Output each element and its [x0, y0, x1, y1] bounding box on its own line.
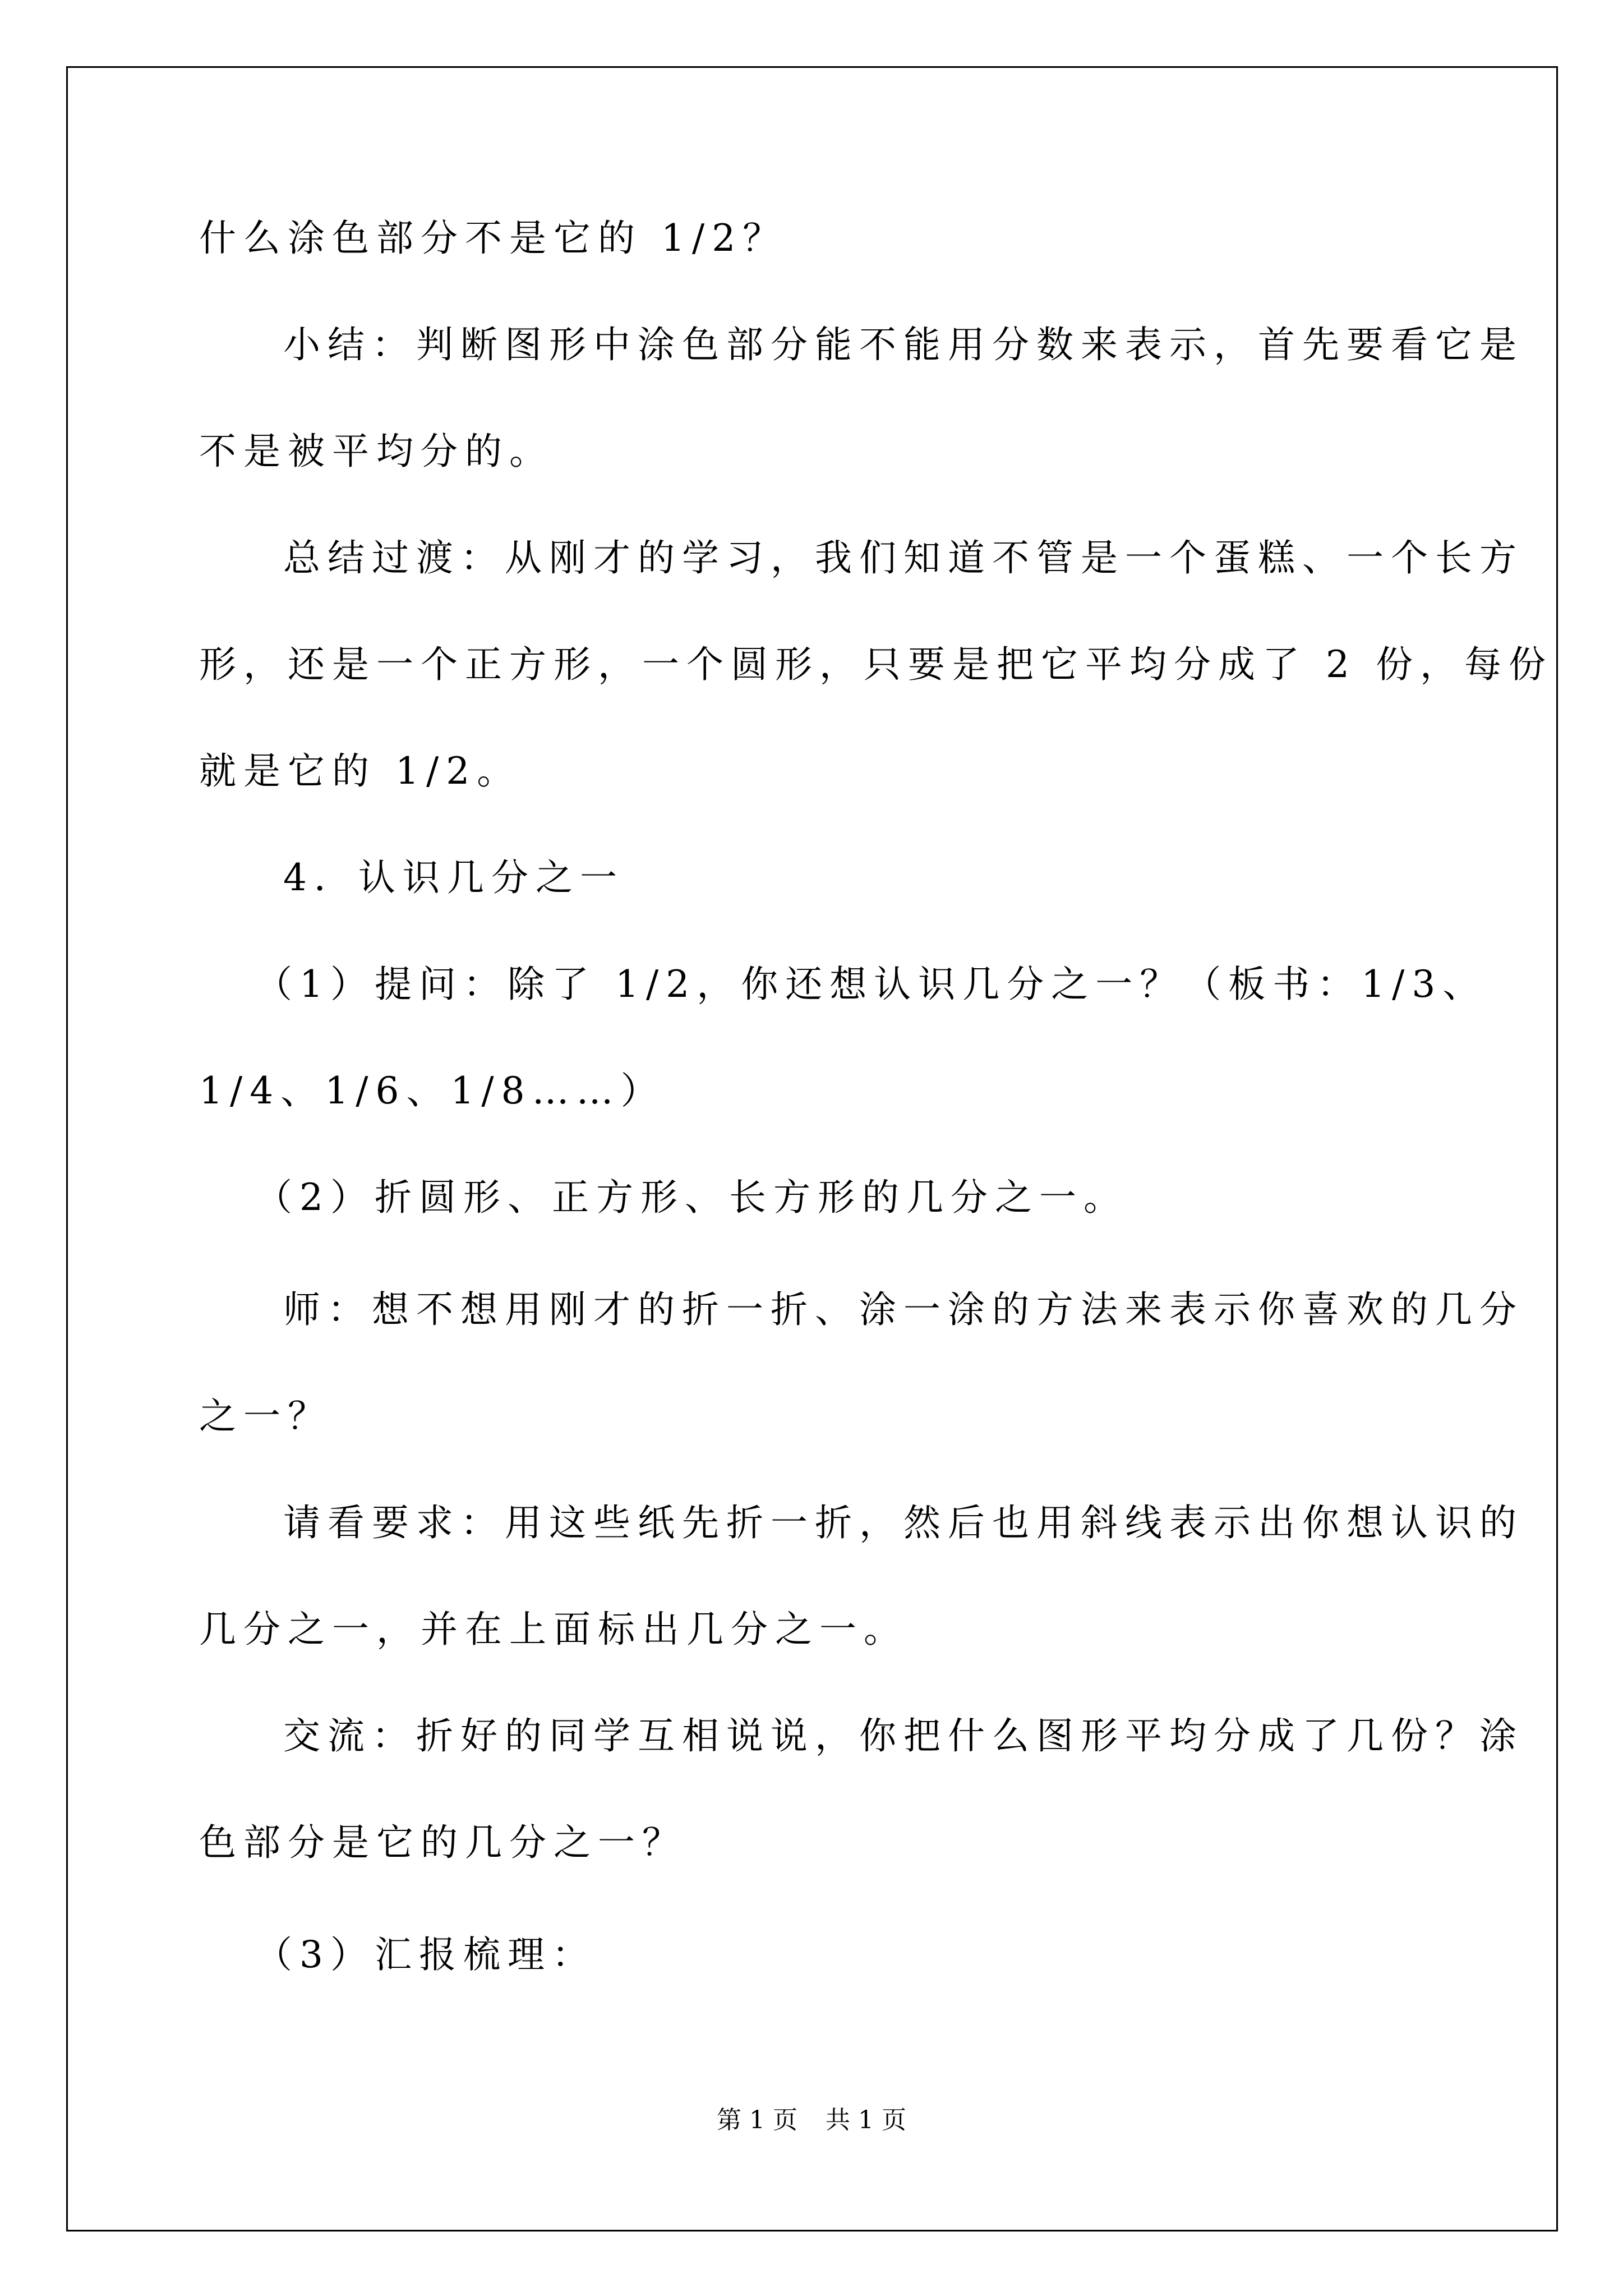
text-line-14: 几分之一，并在上面标出几分之一。 [199, 1608, 908, 1651]
text-line-11: 师：想不想用刚才的折一折、涂一涂的方法来表示你喜欢的几分 [283, 1288, 1524, 1331]
text-line-2: 小结：判断图形中涂色部分能不能用分数来表示，首先要看它是 [283, 323, 1524, 366]
text-line-16: 色部分是它的几分之一？ [199, 1821, 686, 1864]
text-line-4: 总结过渡：从刚才的学习，我们知道不管是一个蛋糕、一个长方 [283, 536, 1524, 579]
text-line-1: 什么涂色部分不是它的 1/2？ [199, 217, 787, 260]
text-line-9: 1/4、1/6、1/8……） [199, 1069, 665, 1112]
text-line-6: 就是它的 1/2。 [199, 749, 522, 793]
text-line-3: 不是被平均分的。 [199, 430, 554, 473]
text-line-7: 4．认识几分之一 [283, 856, 624, 899]
text-line-12: 之一？ [199, 1395, 332, 1438]
page-footer [0, 2104, 1623, 2137]
text-line-10: （2）折圆形、正方形、长方形的几分之一。 [255, 1176, 1128, 1219]
total-pages: 共 1 页 [826, 2106, 906, 2134]
text-line-15: 交流：折好的同学互相说说，你把什么图形平均分成了几份？涂 [283, 1714, 1524, 1757]
text-line-13: 请看要求：用这些纸先折一折，然后也用斜线表示出你想认识的 [283, 1501, 1524, 1544]
text-line-5: 形，还是一个正方形，一个圆形，只要是把它平均分成了 2 份，每份 [199, 643, 1553, 686]
text-line-8: （1）提问：除了 1/2，你还想认识几分之一？（板书：1/3、 [255, 963, 1487, 1006]
page-border [66, 66, 1558, 2231]
text-line-17: （3）汇报梳理： [255, 1933, 596, 1976]
page-number: 第 1 页 [717, 2106, 797, 2134]
